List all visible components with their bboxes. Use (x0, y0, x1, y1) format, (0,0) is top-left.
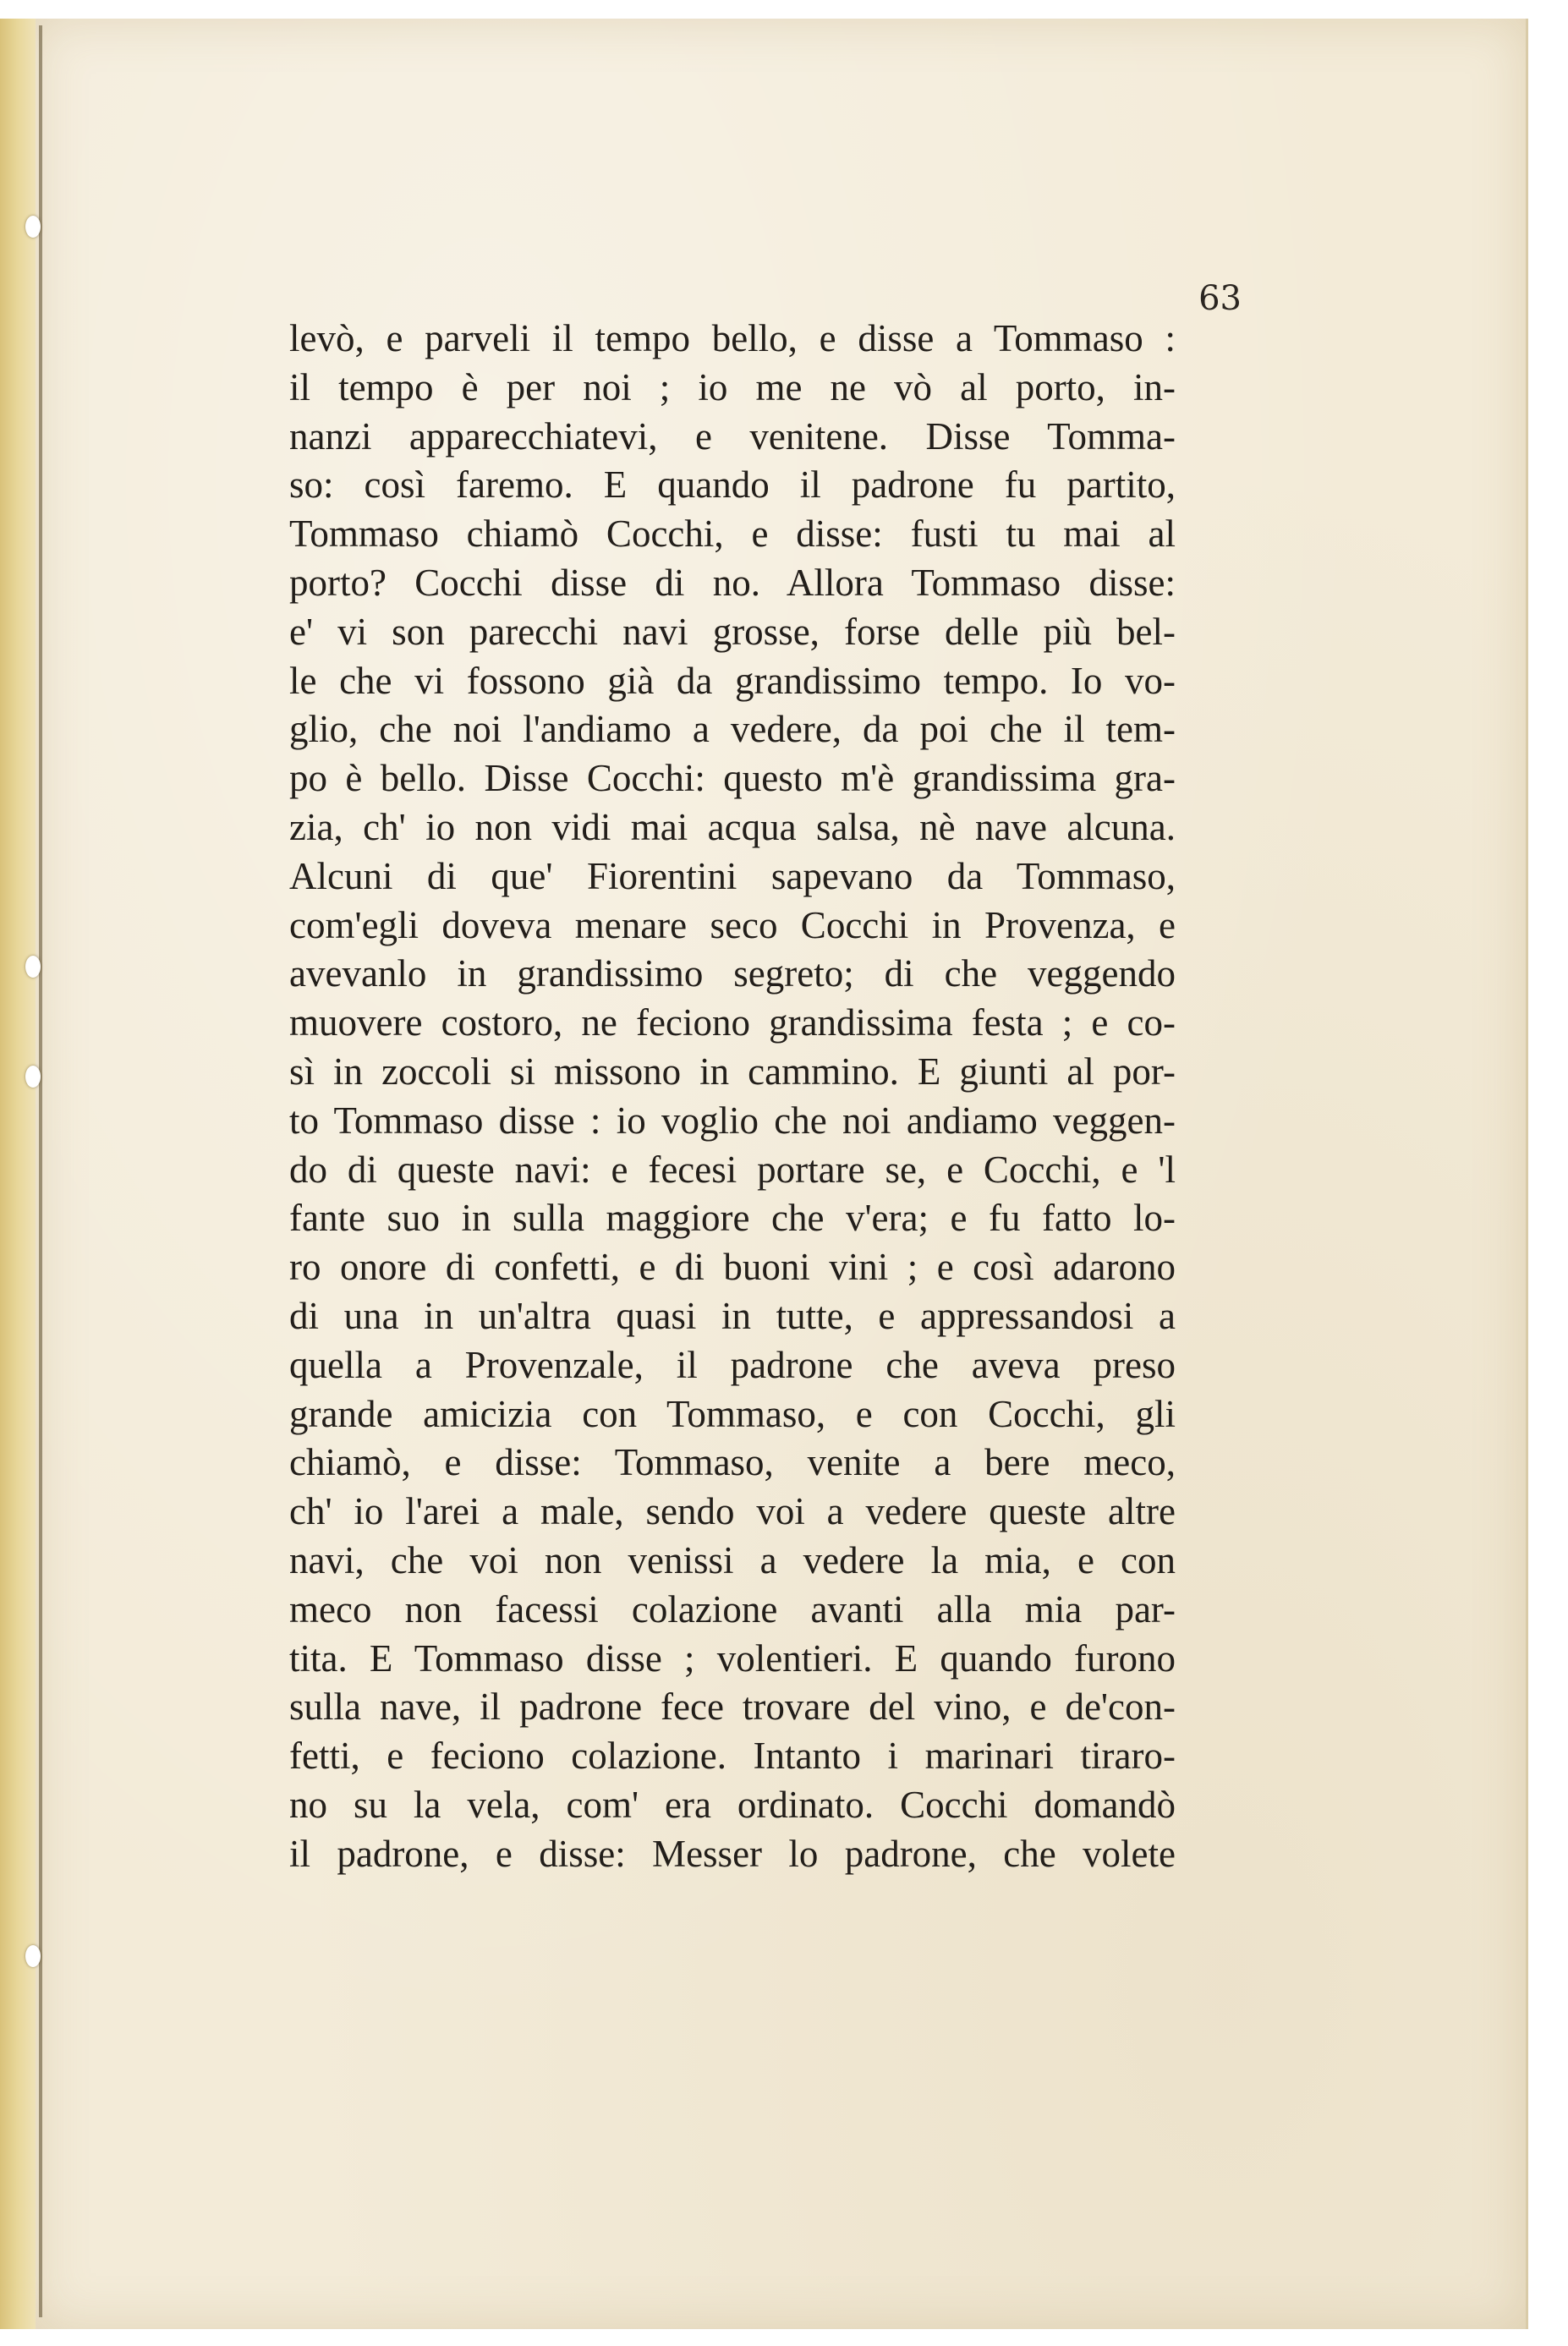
text-line: sì in zoccoli si missono in cammino. E giunti al por- (289, 1050, 1176, 1093)
text-line: quella a Provenzale, il padrone che aveva preso (289, 1343, 1176, 1386)
text-line: no su la vela, com' era ordinato. Cocchi domandò (289, 1783, 1176, 1826)
text-line: sulla nave, il padrone fece trovare del vino, e de'con- (289, 1686, 1176, 1729)
text-line: porto? Cocchi disse di no. Allora Tommaso disse: (289, 561, 1176, 604)
text-line: fante suo in sulla maggiore che v'era; e fu fatto lo- (289, 1197, 1176, 1240)
binding-hole (25, 956, 41, 978)
binding-hole (25, 1066, 41, 1088)
page-number: 63 (1198, 279, 1242, 318)
text-line: Tommaso chiamò Cocchi, e disse: fusti tu mai al (289, 513, 1176, 556)
text-line: di una in un'altra quasi in tutte, e appressandosi a (289, 1294, 1176, 1337)
text-line: so: così faremo. E quando il padrone fu partito, (289, 463, 1176, 507)
text-line: le che vi fossono già da grandissimo tempo. Io vo- (289, 659, 1176, 702)
binding-hole (25, 1945, 41, 1967)
text-line: il padrone, e disse: Messer lo padrone, che volete (289, 1832, 1176, 1875)
text-line: po è bello. Disse Cocchi: questo m'è grandissima gra- (289, 757, 1176, 800)
text-line: to Tommaso disse : io voglio che noi andiamo veggen- (289, 1099, 1176, 1142)
text-line: chiamò, e disse: Tommaso, venite a bere meco, (289, 1441, 1176, 1484)
text-line: do di queste navi: e fecesi portare se, e Cocchi, e 'l (289, 1148, 1176, 1191)
text-line: tita. E Tommaso disse ; volentieri. E quando furono (289, 1636, 1176, 1680)
text-line: grande amicizia con Tommaso, e con Cocchi, gli (289, 1392, 1176, 1435)
text-line: il tempo è per noi ; io me ne vò al porto, in- (289, 365, 1176, 408)
text-line: ro onore di confetti, e di buoni vini ; e così adarono (289, 1246, 1176, 1289)
text-line: avevanlo in grandissimo segreto; di che veggendo (289, 952, 1176, 995)
text-line: Alcuni di que' Fiorentini sapevano da Tommaso, (289, 854, 1176, 897)
text-line: meco non facessi colazione avanti alla mia par- (289, 1587, 1176, 1631)
body-text (289, 315, 1176, 1879)
text-line: com'egli doveva menare seco Cocchi in Provenza, e (289, 903, 1176, 946)
text-line: levò, e parveli il tempo bello, e disse a Tommaso : (289, 317, 1176, 359)
binding-hole (25, 216, 41, 238)
text-line: fetti, e feciono colazione. Intanto i marinari tiraro- (289, 1735, 1176, 1778)
text-line: navi, che voi non venissi a vedere la mia, e con (289, 1538, 1176, 1581)
text-line: e' vi son parecchi navi grosse, forse delle più bel- (289, 610, 1176, 653)
text-line: nanzi apparecchiatevi, e venitene. Disse Tomma- (289, 414, 1176, 458)
binding-line (39, 25, 42, 2317)
text-line: glio, che noi l'andiamo a vedere, da poi che il tem- (289, 708, 1176, 751)
text-line: ch' io l'arei a male, sendo voi a vedere queste altre (289, 1490, 1176, 1533)
text-line: muovere costoro, ne feciono grandissima festa ; e co- (289, 1001, 1176, 1044)
text-line: zia, ch' io non vidi mai acqua salsa, nè nave alcuna. (289, 805, 1176, 848)
